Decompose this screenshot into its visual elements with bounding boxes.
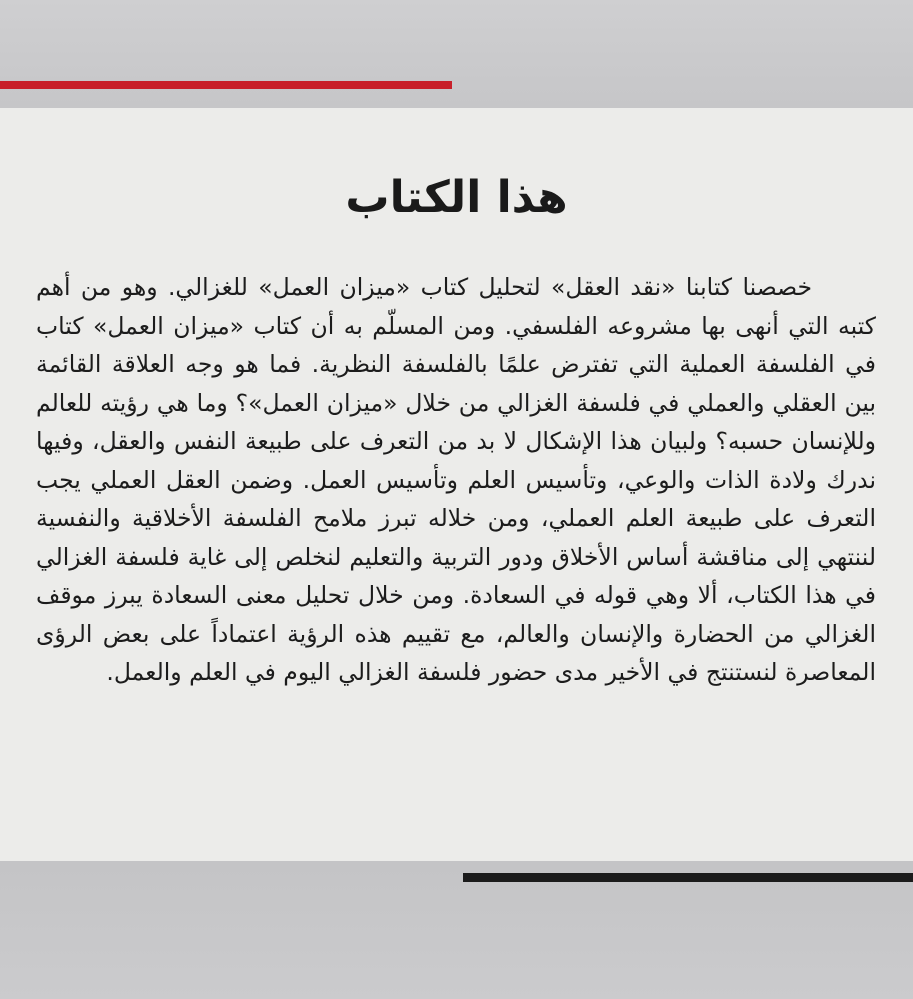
top-backdrop bbox=[0, 0, 913, 108]
body-paragraph-text: خصصنا كتابنا «نقد العقل» لتحليل كتاب «ميزان العمل» للغزالي. وهو من أهم كتبه التي أنهى بها مشروعه الفلسفي. ومن المسلّم به أن كتاب «ميزان العمل» كتاب في الفلسفة العملية التي تفترض علمًا بالفلسفة النظرية. فما هو وجه العلاقة القائمة بين العقلي والعملي في فلسفة الغزالي من خلال «ميزان العمل»؟ وما هي رؤيته للعالم وللإنسان حسبه؟ ولبيان هذا الإشكال لا بد من التعرف على طبيعة النفس والعقل، وفيها ندرك ولادة الذات والوعي، وتأسيس العلم وتأسيس العمل. وضمن العقل العملي يجب التعرف على طبيعة العلم العملي، ومن خلاله تبرز ملامح الفلسفة الأخلاقية والنفسية لننتهي إلى مناقشة أساس الأخلاق ودور التربية والتعليم لنخلص إلى غاية فلسفة الغزالي في هذا الكتاب، ألا وهي قوله في السعادة. ومن خلال تحليل معنى السعادة يبرز موقف الغزالي من الحضارة والإنسان والعالم، مع تقييم هذه الرؤية اعتماداً على بعض الرؤى المعاصرة لنستنتج في الأخير مدى حضور فلسفة الغزالي اليوم في العلم والعمل. bbox=[36, 273, 876, 686]
page-title: هذا الكتاب bbox=[345, 172, 568, 223]
body-paragraph bbox=[36, 268, 876, 692]
black-accent-rule bbox=[463, 873, 913, 882]
red-accent-rule bbox=[0, 81, 452, 89]
